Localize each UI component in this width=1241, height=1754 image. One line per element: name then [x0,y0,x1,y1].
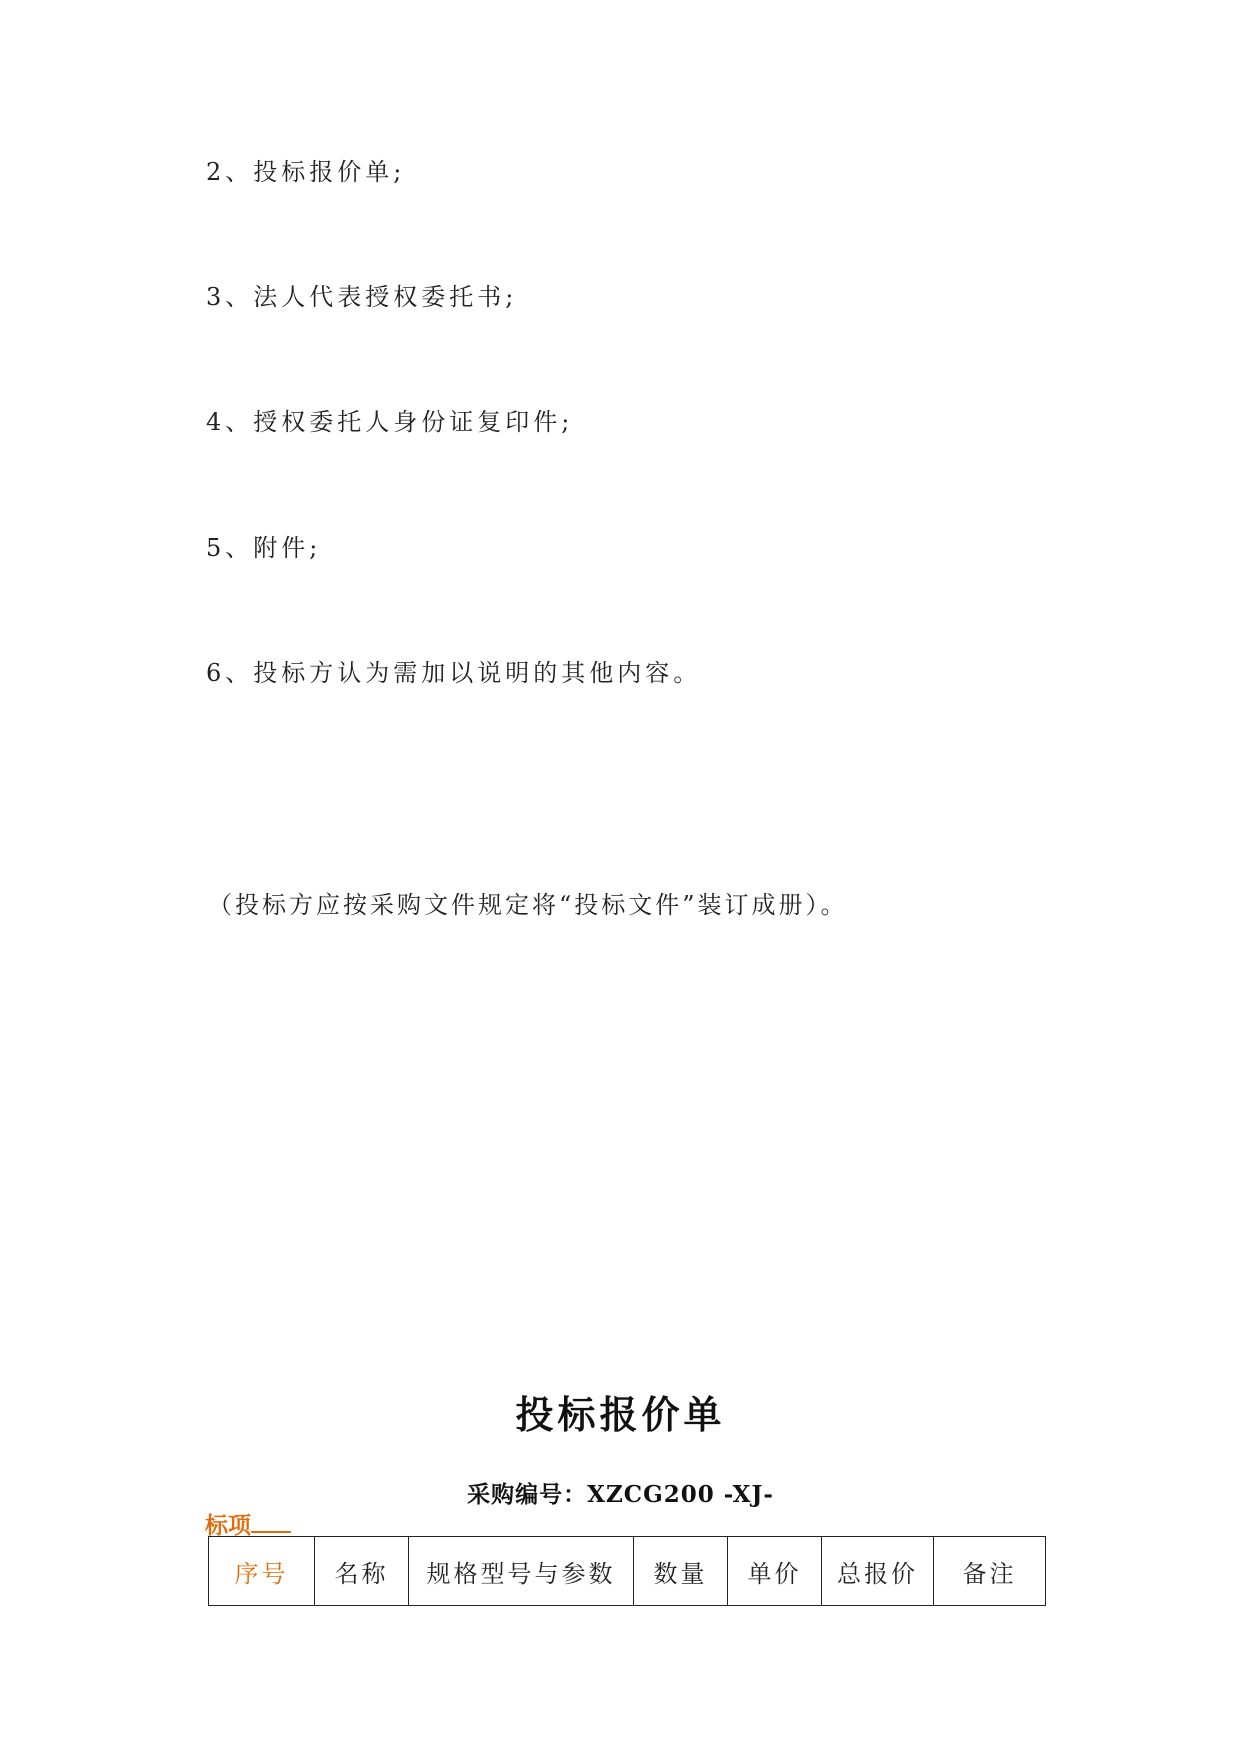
quote-form-title: 投标报价单 [515,1393,726,1437]
lot-blank-line [251,1509,291,1533]
header-specification: 规格型号与参数 [409,1537,634,1606]
list-item-attachments: 5、附件; [206,534,322,562]
header-name: 名称 [315,1537,409,1606]
quote-table-header-row [209,1537,1046,1606]
quote-table [208,1536,1046,1606]
list-item-other-content: 6、投标方认为需加以说明的其他内容。 [206,659,702,687]
binding-note: （投标方应按采购文件规定将“投标文件”装订成册）。 [208,891,848,919]
procurement-number: 采购编号：XZCG200 -XJ- [467,1481,774,1508]
header-unit-price: 单价 [728,1537,822,1606]
header-total-price: 总报价 [822,1537,934,1606]
header-serial-number: 序号 [209,1537,315,1606]
list-item-quote-form: 2、投标报价单; [206,158,406,186]
list-item-authorization-letter: 3、法人代表授权委托书; [206,283,518,311]
list-item-id-copy: 4、授权委托人身份证复印件; [206,408,574,436]
header-remarks: 备注 [934,1537,1046,1606]
header-quantity: 数量 [634,1537,728,1606]
lot-label-text: 标项 [205,1513,251,1539]
